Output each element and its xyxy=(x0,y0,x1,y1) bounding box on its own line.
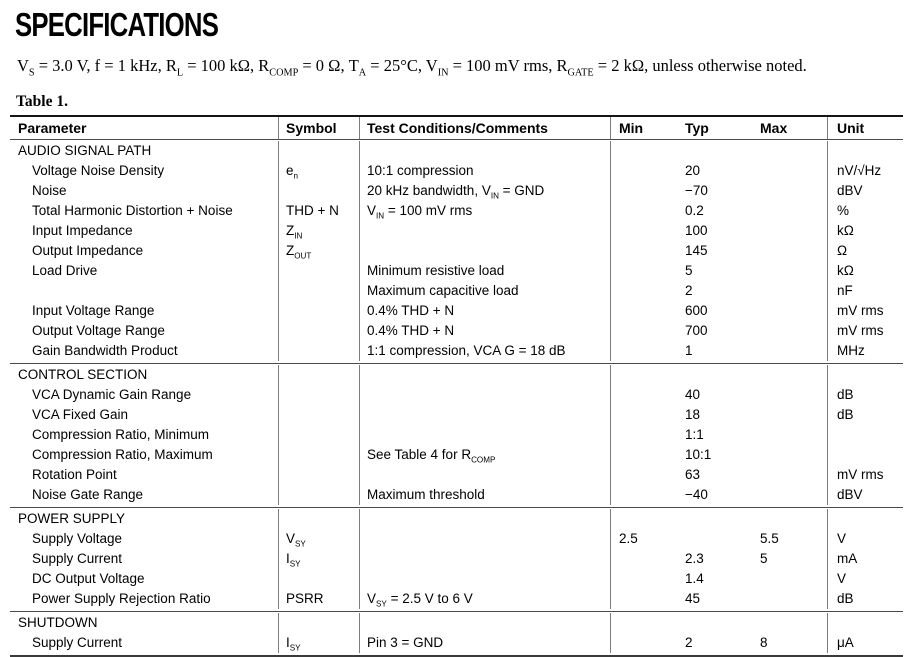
subscript-text: SY xyxy=(289,559,301,569)
symbol-cell xyxy=(278,549,359,569)
symbol-cell xyxy=(278,633,359,653)
min-cell xyxy=(610,485,677,505)
symbol-cell xyxy=(278,321,359,341)
table-row xyxy=(10,633,903,653)
cond-cell xyxy=(359,589,610,609)
column-header-test-conditions: Test Conditions/Comments xyxy=(359,117,610,139)
typ-cell: 100 xyxy=(685,223,708,238)
param-cell: Supply Current xyxy=(32,551,123,566)
cond-cell: 0.4% THD + N xyxy=(359,321,610,341)
table-row xyxy=(10,425,903,445)
param-cell: Input Voltage Range xyxy=(32,303,155,318)
unit-cell xyxy=(827,141,903,161)
subscript-text: S xyxy=(28,67,35,79)
typ-cell: 10:1 xyxy=(685,447,712,462)
unit-cell: nV/√Hz xyxy=(827,161,903,181)
param-cell: Input Impedance xyxy=(32,223,133,238)
symbol-cell xyxy=(278,425,359,445)
unit-cell: dB xyxy=(827,589,903,609)
symbol-cell xyxy=(278,221,359,241)
subscript-text: GATE xyxy=(567,67,594,79)
param-cell: VCA Dynamic Gain Range xyxy=(32,387,192,402)
table-row xyxy=(10,321,903,341)
min-cell xyxy=(610,281,677,301)
min-cell xyxy=(610,221,677,241)
max-cell xyxy=(752,301,827,321)
table-row xyxy=(10,405,903,425)
table-row xyxy=(10,385,903,405)
param-cell xyxy=(10,281,278,301)
table-section xyxy=(10,140,903,363)
cond-cell xyxy=(359,529,610,549)
text-segment: Z xyxy=(286,243,295,258)
max-cell xyxy=(752,385,827,405)
unit-cell: mV rms xyxy=(827,321,903,341)
symbol-cell xyxy=(278,465,359,485)
subscript-text: IN xyxy=(437,67,449,79)
subscript-text: COMP xyxy=(269,67,299,79)
typ-cell: 5 xyxy=(685,263,693,278)
unit-cell: dB xyxy=(827,405,903,425)
section-header-row xyxy=(10,365,903,385)
cond-cell: 1:1 compression, VCA G = 18 dB xyxy=(359,341,610,361)
cond-cell: Maximum capacitive load xyxy=(359,281,610,301)
unit-cell: mA xyxy=(827,549,903,569)
min-cell xyxy=(610,181,677,201)
column-header-min: Min xyxy=(610,117,677,139)
param-cell: Total Harmonic Distortion + Noise xyxy=(32,203,233,218)
column-header-typ: Typ xyxy=(685,120,709,136)
param-cell: Rotation Point xyxy=(32,467,117,482)
table-row xyxy=(10,241,903,261)
column-header-symbol: Symbol xyxy=(278,117,359,139)
symbol-cell xyxy=(278,181,359,201)
min-cell xyxy=(610,141,677,161)
typ-cell: 1 xyxy=(685,343,693,358)
symbol-cell xyxy=(278,509,359,529)
max-cell xyxy=(752,425,827,445)
cond-cell xyxy=(359,569,610,589)
table-row xyxy=(10,301,903,321)
typ-cell: 2.3 xyxy=(685,551,704,566)
param-cell: Noise Gate Range xyxy=(32,487,144,502)
table-row xyxy=(10,529,903,549)
param-cell: Output Voltage Range xyxy=(32,323,165,338)
param-cell: Voltage Noise Density xyxy=(32,163,165,178)
symbol-cell xyxy=(278,281,359,301)
typ-cell: 1:1 xyxy=(685,427,704,442)
table-header-row xyxy=(10,117,903,140)
max-cell xyxy=(752,465,827,485)
min-cell xyxy=(610,161,677,181)
max-cell xyxy=(752,241,827,261)
cond-cell xyxy=(359,405,610,425)
min-cell xyxy=(610,321,677,341)
symbol-cell: THD + N xyxy=(278,201,359,221)
text-segment: = 2 kΩ, unless otherwise noted. xyxy=(593,56,807,75)
cond-cell xyxy=(359,221,610,241)
max-cell xyxy=(752,181,827,201)
max-cell xyxy=(752,509,827,529)
max-cell: 5 xyxy=(760,551,768,566)
max-cell xyxy=(752,221,827,241)
unit-cell xyxy=(827,365,903,385)
unit-cell: dBV xyxy=(827,485,903,505)
cond-cell: 0.4% THD + N xyxy=(359,301,610,321)
unit-cell xyxy=(827,445,903,465)
max-cell xyxy=(752,613,827,633)
param-cell: CONTROL SECTION xyxy=(18,367,148,382)
text-segment: = GND xyxy=(498,183,545,198)
max-cell xyxy=(752,201,827,221)
param-cell: Load Drive xyxy=(32,263,98,278)
cond-cell xyxy=(359,425,610,445)
unit-cell: kΩ xyxy=(827,261,903,281)
page-title: SPECIFICATIONS xyxy=(15,6,219,43)
typ-cell: 20 xyxy=(685,163,701,178)
max-cell xyxy=(752,321,827,341)
max-cell xyxy=(752,161,827,181)
section-header-row xyxy=(10,509,903,529)
text-segment: e xyxy=(286,163,294,178)
min-cell xyxy=(610,301,677,321)
table-section xyxy=(10,363,903,507)
symbol-cell xyxy=(278,261,359,281)
cond-cell: Minimum resistive load xyxy=(359,261,610,281)
param-cell: VCA Fixed Gain xyxy=(32,407,129,422)
unit-cell xyxy=(827,509,903,529)
symbol-cell xyxy=(278,569,359,589)
param-cell: Supply Current xyxy=(32,635,123,650)
max-cell xyxy=(752,445,827,465)
cond-cell xyxy=(359,509,610,529)
symbol-cell xyxy=(278,529,359,549)
section-header-row xyxy=(10,613,903,633)
min-cell xyxy=(610,261,677,281)
cond-cell xyxy=(359,385,610,405)
subscript-text: SY xyxy=(295,539,306,549)
table-section xyxy=(10,611,903,655)
typ-cell: 0.2 xyxy=(685,203,704,218)
unit-cell: Ω xyxy=(827,241,903,261)
typ-cell: −70 xyxy=(685,183,708,198)
table-row xyxy=(10,445,903,465)
unit-cell: V xyxy=(827,529,903,549)
min-cell xyxy=(610,633,677,653)
table-row xyxy=(10,341,903,361)
param-cell: Supply Voltage xyxy=(32,531,123,546)
unit-cell: μA xyxy=(827,633,903,653)
subscript-text: SY xyxy=(376,599,387,609)
text-segment: See Table 4 for R xyxy=(367,447,472,462)
max-cell: 5.5 xyxy=(760,531,779,546)
table-row xyxy=(10,261,903,281)
text-segment: = 100 mV rms, R xyxy=(448,56,568,75)
symbol-cell xyxy=(278,365,359,385)
cond-cell xyxy=(359,201,610,221)
unit-cell: nF xyxy=(827,281,903,301)
text-segment: = 0 Ω, T xyxy=(298,56,359,75)
cond-cell xyxy=(359,241,610,261)
unit-cell: MHz xyxy=(827,341,903,361)
cond-cell xyxy=(359,549,610,569)
max-cell xyxy=(752,485,827,505)
table-body xyxy=(10,140,903,655)
table-row xyxy=(10,589,903,609)
typ-cell: 18 xyxy=(685,407,701,422)
subscript-text: IN xyxy=(376,211,385,221)
param-cell: AUDIO SIGNAL PATH xyxy=(18,143,152,158)
typ-cell: 145 xyxy=(685,243,708,258)
param-cell: POWER SUPPLY xyxy=(18,511,126,526)
unit-cell: dB xyxy=(827,385,903,405)
min-cell: 2.5 xyxy=(610,529,677,549)
typ-cell: 1.4 xyxy=(685,571,704,586)
table-caption: Table 1. xyxy=(16,93,68,110)
typ-cell: 63 xyxy=(685,467,701,482)
unit-cell: kΩ xyxy=(827,221,903,241)
unit-cell: dBV xyxy=(827,181,903,201)
cond-cell xyxy=(359,365,610,385)
table-row xyxy=(10,181,903,201)
typ-cell xyxy=(677,365,752,385)
symbol-cell xyxy=(278,445,359,465)
param-cell: Noise xyxy=(32,183,67,198)
typ-cell: 45 xyxy=(685,591,701,606)
column-header-parameter: Parameter xyxy=(18,120,87,136)
min-cell xyxy=(610,589,677,609)
table-row xyxy=(10,201,903,221)
param-cell: DC Output Voltage xyxy=(32,571,145,586)
typ-cell: 2 xyxy=(685,283,693,298)
min-cell xyxy=(610,385,677,405)
text-segment: V xyxy=(17,56,29,75)
min-cell xyxy=(610,509,677,529)
subscript-text: IN xyxy=(490,191,499,201)
param-cell: Power Supply Rejection Ratio xyxy=(32,591,211,606)
typ-cell xyxy=(677,613,752,633)
max-cell xyxy=(752,281,827,301)
min-cell xyxy=(610,465,677,485)
symbol-cell: PSRR xyxy=(278,589,359,609)
symbol-cell xyxy=(278,385,359,405)
text-segment: I xyxy=(286,635,290,650)
cond-cell: Maximum threshold xyxy=(359,485,610,505)
max-cell xyxy=(752,261,827,281)
table-row xyxy=(10,485,903,505)
test-conditions-line xyxy=(17,56,911,79)
text-segment: 20 kHz bandwidth, V xyxy=(367,183,491,198)
section-header-row xyxy=(10,141,903,161)
subscript-text: n xyxy=(293,171,299,181)
typ-cell: 600 xyxy=(685,303,708,318)
unit-cell: mV rms xyxy=(827,301,903,321)
min-cell xyxy=(610,201,677,221)
text-segment: V xyxy=(367,591,377,606)
symbol-cell xyxy=(278,485,359,505)
text-segment: = 2.5 V to 6 V xyxy=(386,591,473,606)
unit-cell: % xyxy=(827,201,903,221)
param-cell: Compression Ratio, Minimum xyxy=(32,427,210,442)
param-cell: Gain Bandwidth Product xyxy=(32,343,178,358)
table-row xyxy=(10,569,903,589)
min-cell xyxy=(610,405,677,425)
cond-cell xyxy=(359,181,610,201)
max-cell xyxy=(752,569,827,589)
param-cell: Compression Ratio, Maximum xyxy=(32,447,213,462)
subscript-text: A xyxy=(358,67,367,79)
table-row xyxy=(10,161,903,181)
text-segment: Z xyxy=(286,223,295,238)
text-segment: = 100 mV rms xyxy=(384,203,473,218)
max-cell xyxy=(752,141,827,161)
symbol-cell xyxy=(278,161,359,181)
table-row xyxy=(10,281,903,301)
param-cell: SHUTDOWN xyxy=(18,615,98,630)
unit-cell xyxy=(827,613,903,633)
typ-cell: 2 xyxy=(685,635,693,650)
specifications-table xyxy=(10,115,903,657)
cond-cell xyxy=(359,465,610,485)
column-header-unit: Unit xyxy=(827,117,903,139)
symbol-cell xyxy=(278,613,359,633)
max-cell xyxy=(752,365,827,385)
subscript-text: COMP xyxy=(471,455,496,465)
column-header-max: Max xyxy=(760,120,788,136)
min-cell xyxy=(610,549,677,569)
min-cell xyxy=(610,341,677,361)
typ-cell xyxy=(677,509,752,529)
symbol-cell xyxy=(278,141,359,161)
table-row xyxy=(10,221,903,241)
subscript-text: OUT xyxy=(294,251,312,261)
max-cell: 8 xyxy=(760,635,768,650)
typ-cell xyxy=(677,141,752,161)
typ-cell xyxy=(677,529,752,549)
symbol-cell xyxy=(278,341,359,361)
table-row xyxy=(10,549,903,569)
symbol-cell xyxy=(278,405,359,425)
typ-cell: 40 xyxy=(685,387,701,402)
max-cell xyxy=(752,405,827,425)
text-segment: V xyxy=(286,531,296,546)
unit-cell xyxy=(827,425,903,445)
symbol-cell xyxy=(278,241,359,261)
table-section xyxy=(10,507,903,611)
min-cell xyxy=(610,569,677,589)
typ-cell: −40 xyxy=(685,487,708,502)
typ-cell: 700 xyxy=(685,323,708,338)
max-cell xyxy=(752,589,827,609)
cond-cell xyxy=(359,613,610,633)
unit-cell: V xyxy=(827,569,903,589)
text-segment: V xyxy=(367,203,377,218)
text-segment: = 25°C, V xyxy=(366,56,438,75)
symbol-cell xyxy=(278,301,359,321)
param-cell: Output Impedance xyxy=(32,243,144,258)
min-cell xyxy=(610,613,677,633)
cond-cell xyxy=(359,141,610,161)
subscript-text: IN xyxy=(294,231,303,241)
min-cell xyxy=(610,365,677,385)
cond-cell: 10:1 compression xyxy=(359,161,610,181)
text-segment: = 3.0 V, f = 1 kHz, R xyxy=(34,56,177,75)
subscript-text: L xyxy=(176,67,184,79)
min-cell xyxy=(610,241,677,261)
text-segment: I xyxy=(286,551,290,566)
min-cell xyxy=(610,445,677,465)
subscript-text: SY xyxy=(289,643,301,653)
cond-cell xyxy=(359,445,610,465)
table-row xyxy=(10,465,903,485)
unit-cell: mV rms xyxy=(827,465,903,485)
cond-cell: Pin 3 = GND xyxy=(359,633,610,653)
max-cell xyxy=(752,341,827,361)
min-cell xyxy=(610,425,677,445)
text-segment: = 100 kΩ, R xyxy=(183,56,270,75)
